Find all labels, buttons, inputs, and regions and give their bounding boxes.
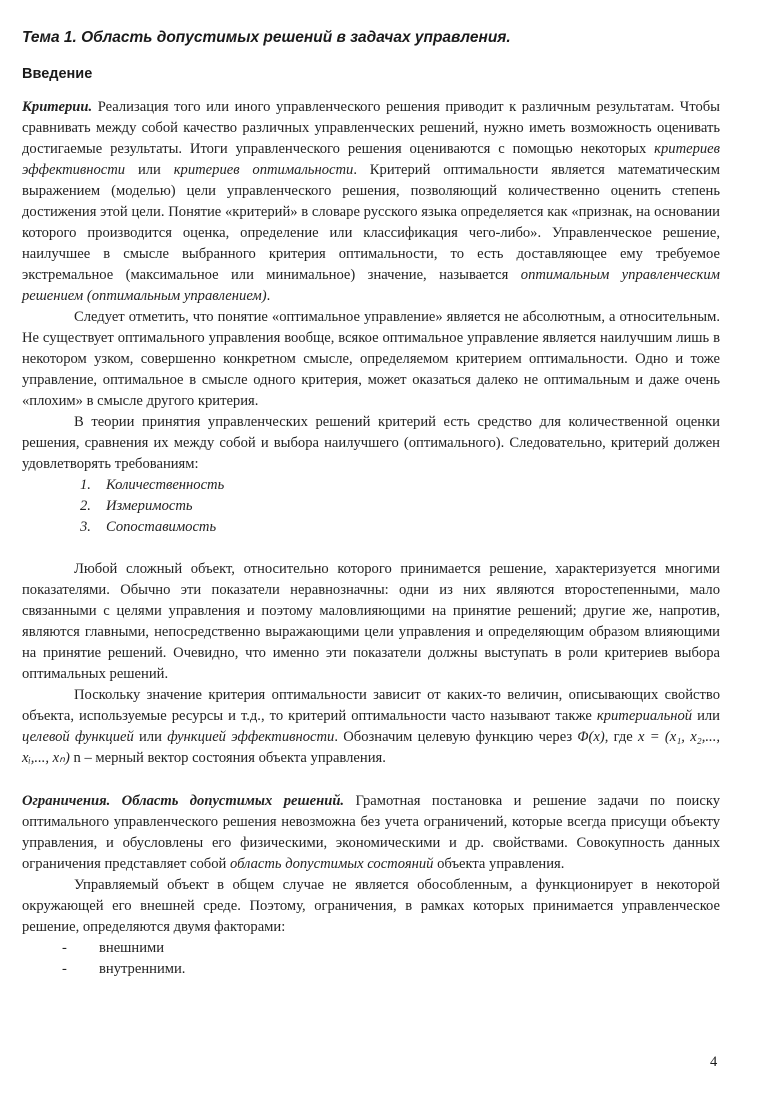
topic-title: Тема 1. Область допустимых решений в задачах управления. — [22, 29, 511, 46]
factors-list — [22, 938, 720, 980]
text-run: или — [133, 729, 168, 745]
text-run: . — [266, 288, 271, 304]
text-run: объекта управления. — [433, 856, 565, 872]
term-efficiency-criteria: критериев эффективности — [22, 141, 720, 178]
term-optimality-criteria: критериев оптимальности — [173, 162, 354, 178]
text-run: n – мерный вектор состояния объекта управления. — [69, 750, 386, 766]
list-dash: - — [62, 940, 67, 956]
spacer — [22, 538, 720, 559]
term-optimal-decision: оптимальным управленческим решением (оптимальным управлением) — [22, 267, 720, 304]
requirement-item — [80, 496, 720, 517]
requirement-item — [80, 475, 720, 496]
criteria-paragraph-2: Следует отметить, что понятие «оптимальное управление» является не абсолютным, а относительным. Не существует оптимального управления вообще, всякое оптимальное управление является наилучшим лишь в некотором узком, совершенно конкретном смысле, определяемом критерием оптимальности. Одно и тоже управление, оптимальное в смысле одного критерия, может оказаться далеко не оптимальным и даже очень «плохим» в смысле другого критерия. — [22, 309, 720, 409]
requirement-number: 3. — [80, 519, 91, 535]
requirement-label: Количественность — [106, 477, 225, 493]
criteria-paragraph-1 — [22, 97, 720, 307]
term-efficiency-function: функцией эффективности — [167, 729, 335, 745]
page-number: 4 — [710, 1054, 718, 1070]
constraints-paragraph-2: Управляемый объект в общем случае не является обособленным, а функционирует в некоторой окружающей его внешней среде. Поэтому, ограничения, в рамках которых принимается управленческое решение, определяются двумя факторами: — [22, 877, 720, 935]
requirement-label: Измеримость — [106, 498, 193, 514]
text-run: или — [692, 708, 720, 724]
requirement-label: Сопоставимость — [106, 519, 217, 535]
requirements-list — [22, 475, 720, 538]
criteria-paragraph-4: Любой сложный объект, относительно которого принимается решение, характеризуется многими показателями. Обычно эти показатели неравнозначны: одни из них являются второстепенными, мало связанными с целями управления и поэтому маловлияющими на принятие решений; другие же, напротив, являются главными, непосредственно выражающими цели управления и определяющим образом влияющими на принятие решений. Очевидно, что именно эти показатели должны выступать в роли критериев выбора оптимальных решений. — [22, 561, 720, 682]
term-admissible-states: область допустимых состояний — [229, 856, 434, 872]
term-target-function: целевой функцией — [22, 729, 134, 745]
text-run: . Критерий оптимальности является математическим выражением (моделью) цели управленческого решения, позволяющий количественно оценить степень достижения этой цели. Понятие «критерий» в словаре русского языка определяется как «признак, на основании которого производится оценка, определение или классификация чего-либо». Управленческое решение, наилучшее в смысле выбранного критерия оптимальности, то есть доставляющее ему требуемое экстремальное (максимальное или минимальное) значение, называется — [22, 162, 721, 283]
body-text — [22, 97, 720, 980]
factor-label: внутренними. — [99, 961, 186, 977]
spacer — [22, 769, 720, 791]
list-dash: - — [62, 961, 67, 977]
formula-objective-function: Φ(x) — [577, 729, 605, 745]
criteria-paragraph-3: В теории принятия управленческих решений критерий есть средство для количественной оценки решения, сравнения их между собой и выбора наилучшего (оптимального). Следовательно, критерий должен удовлетворять требованиям: — [22, 414, 720, 472]
requirement-number: 2. — [80, 498, 91, 514]
text-run: . Обозначим целевую функцию через — [334, 729, 578, 745]
constraints-paragraph-1 — [22, 791, 720, 875]
criteria-paragraph-5 — [22, 685, 720, 769]
requirement-item — [80, 517, 720, 538]
factor-item — [62, 959, 720, 980]
requirement-number: 1. — [80, 477, 91, 493]
factor-label: внешними — [99, 940, 165, 956]
text-run: или — [125, 162, 174, 178]
formula-state-vector: x = (x₁, x₂,..., xᵢ,..., xₙ) — [22, 729, 720, 766]
constraints-lead: Ограничения. Область допустимых решений. — [22, 793, 345, 809]
text-run: Поскольку значение критерия оптимальности зависит от каких-то величин, описывающих свойство объекта, используемые ресурсы и т.д., то критерий оптимальности часто называют также — [22, 687, 720, 724]
factor-item — [62, 938, 720, 959]
text-run: Реализация того или иного управленческого решения приводит к различным результатам. Чтобы сравнивать между собой качество различных управленческих решений, нужно иметь возможность оценивать достигаемые результаты. Итоги управленческого решения оцениваются с помощью некоторых — [22, 99, 720, 157]
section-heading-introduction: Введение — [22, 66, 93, 82]
criteria-lead: Критерии. — [22, 99, 93, 115]
text-run: , где — [604, 729, 639, 745]
text-run: Грамотная постановка и решение задачи по поиску оптимального управленческого решения невозможна без учета ограничений, которые всегда присущи объекту управления, и обусловлены его физическими, экономическими и др. свойствами. Совокупность данных ограничения представляет собой — [22, 793, 720, 872]
term-criterial-function: критериальной — [596, 708, 693, 724]
